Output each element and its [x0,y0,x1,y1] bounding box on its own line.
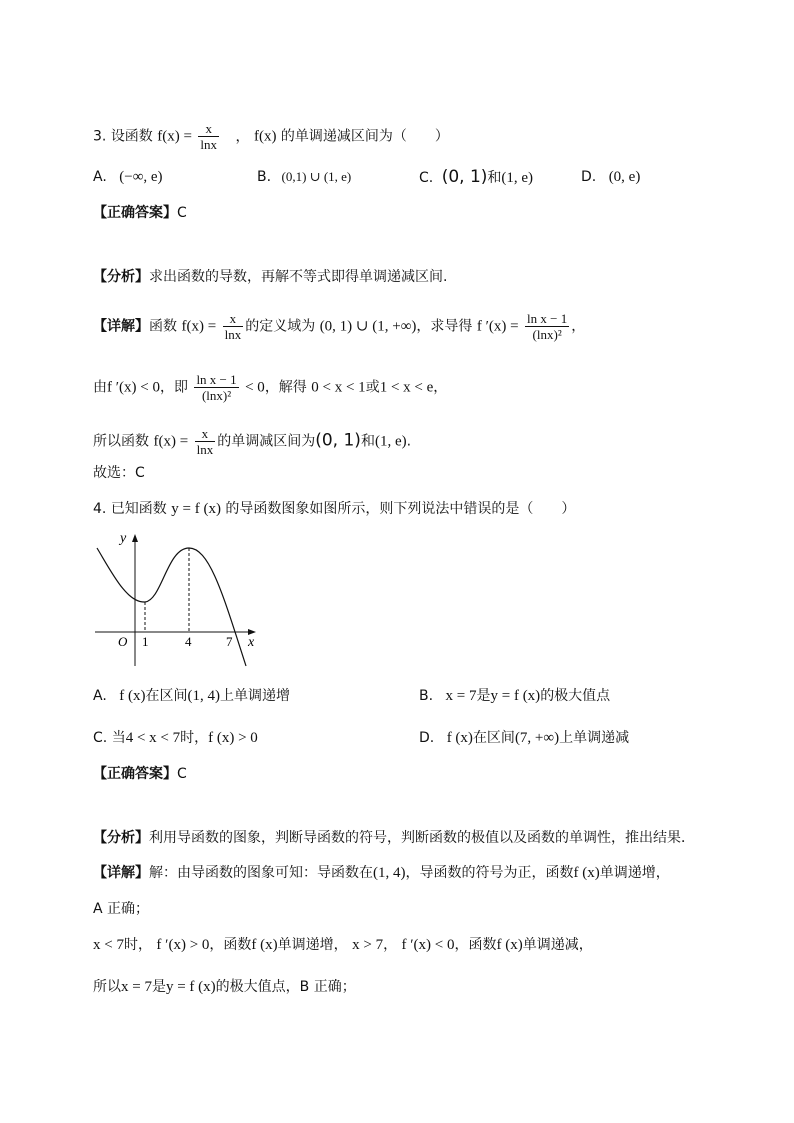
q4-analysis: 【分析】利用导函数的图象，判断导函数的符号，判断函数的极值以及函数的单调性，推出结果． [93,830,695,846]
tick-7: 7 [226,634,233,649]
tick-4: 4 [185,634,192,649]
q4-detail-line-3: x < 7时， f ′(x) > 0，函数f (x)单调递增， x > 7， f ′(x) < 0，函数f (x)单调递减， [93,937,593,953]
q3-option-b: B. (0,1) ∪ (1, e) [257,169,352,185]
y-axis-arrow [132,534,138,542]
q4-detail-line-4: 所以x = 7是y = f (x)的极大值点，B 正确； [93,979,356,995]
q4-stem: 4. 已知函数 y = f (x) 的导函数图象如图所示，则下列说法中错误的是（ ） [93,501,576,517]
q3-stem: 3. 设函数 f(x) = $\frac{x}{\ln x}$ ， f(x) 的单调递减区间为（ ） [93,121,449,152]
q4-option-a: A. f (x)在区间(1, 4)上单调递增 [93,688,290,704]
q3-option-d: D. (0, e) [581,169,641,185]
q3-option-c: C. (0, 1)和(1, e) [419,167,534,187]
tick-1: 1 [142,634,149,649]
q4-detail-line-2: A 正确； [93,901,150,917]
q4-option-d: D. f (x)在区间(7, +∞)上单调递减 [419,730,630,746]
q4-derivative-graph [92,528,262,670]
y-axis-label: y [120,531,127,546]
q3-fraction: $\frac{x}{\ln x}$ [200,121,218,152]
q4-option-c: C. 当4 < x < 7时，f (x) > 0 [93,730,258,746]
q3-analysis: 【分析】求出函数的导数，再解不等式即得单调递减区间. [93,269,448,285]
q3-detail-line-1: 【详解】函数 f(x) = $\frac{x}{\ln x}$ 的定义域为 (0, 1) ∪ (1, +∞)，求导得 f ′(x) = $\frac{\text{ln x − 1}}{\text{(lnx)²}}$ ， [93,311,586,342]
q4-number: 4. [93,501,107,517]
q3-answer: 【正确答案】C [93,205,187,221]
x-axis-label: x [248,635,255,650]
q3-choice: 故选：C [93,465,145,481]
q3-option-a: A. (−∞, e) [93,169,163,185]
q4-detail-line-1: 【详解】解：由导函数的图象可知：导函数在(1, 4)，导函数的符号为正，函数f (x)单调递增， [93,865,670,881]
q4-option-b: B. x = 7是y = f (x)的极大值点 [419,688,611,704]
q3-number: 3. [93,128,107,145]
q4-answer: 【正确答案】C [93,766,187,782]
q3-detail-line-2: 由f ′(x) < 0，即 $\frac{\text{ln x − 1}}{\text{(lnx)²}}$ < 0，解得 0 < x < 1或1 < x < e， [93,372,448,403]
q3-detail-line-3: 所以函数 f(x) = $\frac{x}{\ln x}$ 的单调减区间为(0, 1)和(1, e). [93,426,412,457]
origin-label: O [118,634,128,649]
